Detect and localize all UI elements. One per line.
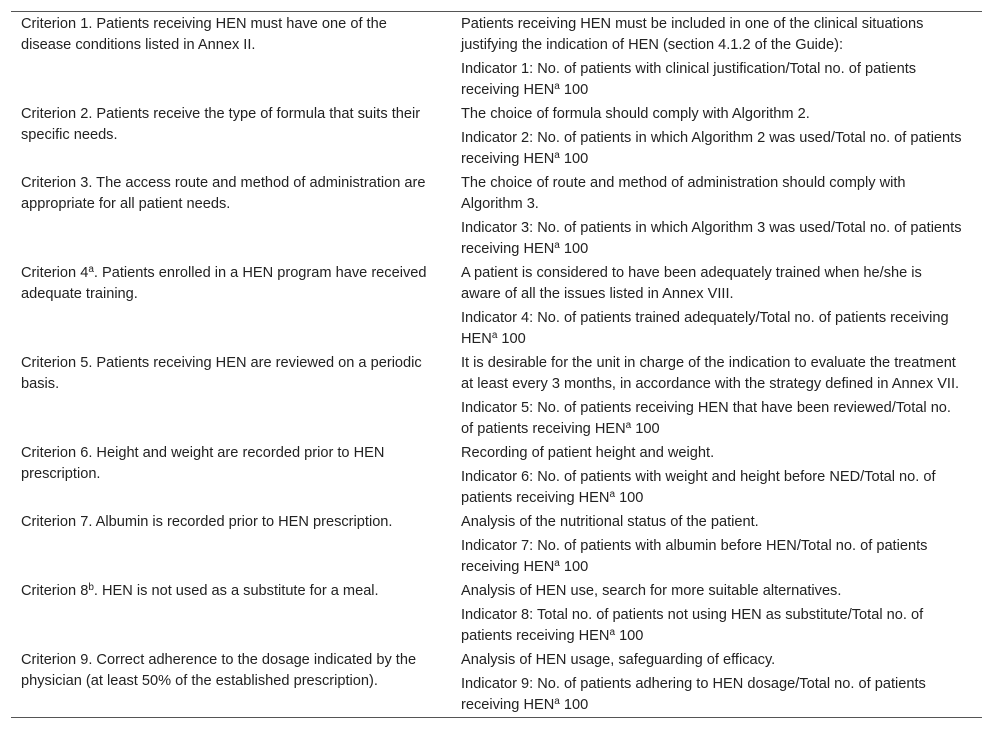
indicator-footnote-mark: a xyxy=(554,81,560,92)
indicator-main: Indicator 5: No. of patients receiving HEN that have been reviewed/Total no. of patients receiving HEN xyxy=(461,400,951,437)
description-cell xyxy=(451,648,982,718)
indicator-multiplier: 100 xyxy=(615,628,644,644)
description-text: It is desirable for the unit in charge of the indication to evaluate the treatment at least every 3 months, in accordance with the strategy defined in Annex VII. xyxy=(461,355,960,392)
indicator-footnote-mark: a xyxy=(609,489,616,500)
indicator-text xyxy=(461,59,962,101)
description-cell xyxy=(451,12,982,103)
criterion-cell xyxy=(11,648,451,718)
indicator-multiplier: 100 xyxy=(559,151,589,167)
description-text: The choice of formula should comply with Algorithm 2. xyxy=(461,106,810,122)
criterion-text: Criterion 5. Patients receiving HEN are reviewed on a periodic basis. xyxy=(21,355,422,392)
indicator-multiplier: 100 xyxy=(631,421,660,437)
indicator-main: Indicator 2: No. of patients in which Algorithm 2 was used/Total no. of patients receiving HEN xyxy=(461,130,962,167)
table-row xyxy=(11,441,982,510)
description-cell xyxy=(451,261,982,351)
description-cell xyxy=(451,171,982,261)
criterion-cell xyxy=(11,441,451,510)
indicator-text xyxy=(461,398,962,440)
criterion-cell xyxy=(11,510,451,579)
description-text: A patient is considered to have been adequately trained when he/she is aware of all the issues listed in Annex VIII. xyxy=(461,265,922,302)
indicator-text xyxy=(461,308,962,350)
indicator-footnote-mark: a xyxy=(554,150,560,161)
indicator-multiplier: 100 xyxy=(559,697,589,713)
criteria-table xyxy=(11,11,982,718)
indicator-multiplier: 100 xyxy=(497,331,526,347)
indicator-text xyxy=(461,218,962,260)
table-row xyxy=(11,510,982,579)
criterion-cell xyxy=(11,261,451,351)
criteria-table-body xyxy=(11,12,982,718)
indicator-footnote-mark: a xyxy=(554,696,560,707)
indicator-main: Indicator 1: No. of patients with clinical justification/Total no. of patients receiving HEN xyxy=(461,61,917,98)
description-cell xyxy=(451,441,982,510)
criterion-text: Criterion 4 xyxy=(21,265,89,281)
criterion-cell xyxy=(11,12,451,103)
description-text: The choice of route and method of administration should comply with Algorithm 3. xyxy=(461,175,906,212)
indicator-main: Indicator 8: Total no. of patients not using HEN as substitute/Total no. of patients receiving HEN xyxy=(461,607,924,644)
indicator-main: Indicator 9: No. of patients adhering to HEN dosage/Total no. of patients receiving HEN xyxy=(461,676,926,713)
table-row xyxy=(11,579,982,648)
indicator-footnote-mark: a xyxy=(491,330,498,341)
criterion-cell xyxy=(11,579,451,648)
indicator-text xyxy=(461,128,962,170)
criteria-table-container xyxy=(11,11,982,718)
criterion-cell xyxy=(11,102,451,171)
indicator-footnote-mark: a xyxy=(554,558,560,569)
description-cell xyxy=(451,510,982,579)
criterion-text-tail: . HEN is not used as a substitute for a meal. xyxy=(93,583,379,599)
indicator-multiplier: 100 xyxy=(615,490,644,506)
description-text: Analysis of HEN usage, safeguarding of efficacy. xyxy=(461,652,776,668)
table-row xyxy=(11,102,982,171)
description-cell xyxy=(451,351,982,441)
indicator-text xyxy=(461,674,962,716)
criterion-text: Criterion 9. Correct adherence to the dosage indicated by the physician (at least 50% of the established prescription). xyxy=(21,652,417,689)
table-row xyxy=(11,12,982,103)
indicator-multiplier: 100 xyxy=(559,241,589,257)
criterion-cell xyxy=(11,351,451,441)
indicator-text xyxy=(461,467,962,509)
criterion-text-tail: . Patients enrolled in a HEN program have received adequate training. xyxy=(21,265,427,302)
indicator-footnote-mark: a xyxy=(554,240,560,251)
description-text: Patients receiving HEN must be included in one of the clinical situations justifying the indication of HEN (section 4.1.2 of the Guide): xyxy=(461,16,924,53)
indicator-footnote-mark: a xyxy=(609,627,616,638)
description-cell xyxy=(451,102,982,171)
criterion-cell xyxy=(11,171,451,261)
indicator-footnote-mark: a xyxy=(625,420,632,431)
description-cell xyxy=(451,579,982,648)
table-row xyxy=(11,171,982,261)
description-text: Analysis of the nutritional status of the patient. xyxy=(461,514,759,530)
criterion-text: Criterion 3. The access route and method of administration are appropriate for all patient needs. xyxy=(21,175,426,212)
table-row xyxy=(11,648,982,718)
description-text: Recording of patient height and weight. xyxy=(461,445,715,461)
table-row xyxy=(11,261,982,351)
criterion-text: Criterion 2. Patients receive the type of formula that suits their specific needs. xyxy=(21,106,421,143)
indicator-text xyxy=(461,536,962,578)
description-text: Analysis of HEN use, search for more suitable alternatives. xyxy=(461,583,842,599)
indicator-multiplier: 100 xyxy=(559,82,589,98)
table-row xyxy=(11,351,982,441)
criterion-text: Criterion 8 xyxy=(21,583,89,599)
indicator-text xyxy=(461,605,962,647)
criterion-text: Criterion 7. Albumin is recorded prior to HEN prescription. xyxy=(21,514,393,530)
criterion-footnote-mark: a xyxy=(88,264,94,275)
indicator-multiplier: 100 xyxy=(559,559,589,575)
criterion-text: Criterion 1. Patients receiving HEN must have one of the disease conditions listed in Annex II. xyxy=(21,16,387,53)
indicator-main: Indicator 6: No. of patients with weight and height before NED/Total no. of patients receiving HEN xyxy=(461,469,936,506)
criterion-text: Criterion 6. Height and weight are recorded prior to HEN prescription. xyxy=(21,445,385,482)
indicator-main: Indicator 7: No. of patients with albumin before HEN/Total no. of patients receiving HEN xyxy=(461,538,928,575)
indicator-main: Indicator 3: No. of patients in which Algorithm 3 was used/Total no. of patients receiving HEN xyxy=(461,220,962,257)
indicator-main: Indicator 4: No. of patients trained adequately/Total no. of patients receiving HEN xyxy=(461,310,949,347)
criterion-footnote-mark: b xyxy=(88,582,94,593)
